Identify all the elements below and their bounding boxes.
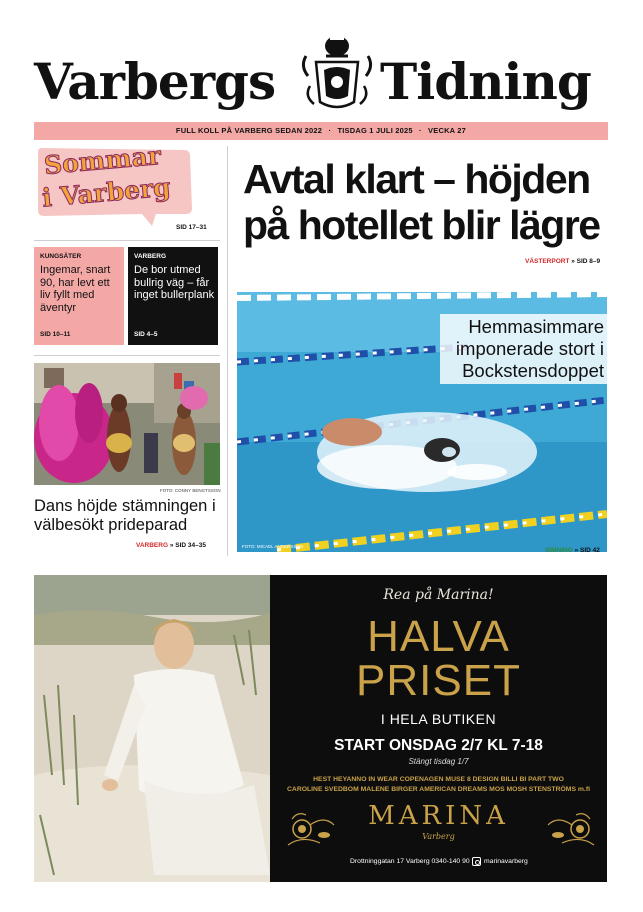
ad-store-name: MARINA [368,801,509,831]
issue-week: VECKA 27 [428,126,467,135]
teaser-page-ref: SID 10–11 [40,331,71,338]
summer-line2: i Varberg [40,172,172,213]
masthead-title-left: Varbergs [34,52,276,111]
column-divider [227,146,228,556]
teaser-body: De bor utmed bullrig väg – får inget bullerplank [134,264,215,301]
ad-brands: HEST HEYANNO IN WEAR COPENAGEN MUSE 8 DESIGN BILLI BI PART TWO [313,776,564,783]
divider [34,240,220,241]
pride-photo[interactable] [34,363,220,485]
summer-page-ref: SID 17–31 [176,224,207,231]
main-headline[interactable]: Avtal klart – höjden på hotellet blir lägre [243,156,600,248]
ad-halva: HALVA [367,612,510,661]
date-bar: FULL KOLL PÅ VARBERG SEDAN 2022 · TISDAG 1 JULI 2025 · VECKA 27 [34,122,608,140]
swim-page-ref: SIMNING » SID 42 [545,547,600,554]
ad-brands: CAROLINE SVEDBOM MALENE BIRGER AMERICAN DREAMS MOS MOSH STENSTRÖMS m.fl [287,786,590,793]
ad-priset: PRISET [356,656,521,705]
summer-line1: Sommar [42,140,163,181]
main-page-ref: VÄSTERPORT » SID 8–9 [525,258,601,265]
teaser-varberg[interactable] [128,247,218,345]
ad-closed-note: Stängt tisdag 1/7 [408,757,469,766]
teaser-kungsater[interactable] [34,247,124,345]
divider [34,355,220,356]
ad-instagram[interactable]: marinavarberg [484,858,528,865]
ad-rea: Rea på Marina! [383,587,494,603]
teaser-body: Ingemar, snart 90, har levt ett liv fyllt med äventyr [40,264,111,314]
ad-store-city: Varberg [422,832,455,841]
ad-hela: I HELA BUTIKEN [380,711,497,727]
summer-badge[interactable] [34,140,220,228]
pride-headline[interactable]: Dans höjde stämningen i välbesökt prideparad [34,497,216,534]
ad-start: START ONSDAG 2/7 KL 7-18 [334,737,543,754]
crest-logo-icon [296,26,378,114]
tagline: FULL KOLL PÅ VARBERG SEDAN 2022 [175,126,323,135]
marina-advertisement[interactable] [34,575,607,882]
teaser-page-ref: SID 4–5 [134,331,158,338]
ad-model-photo [34,575,270,882]
pride-page-ref: VARBERG » SID 34–35 [136,542,206,549]
photo-credit: FOTO: MICAEL ANDERSSON [242,544,304,549]
ad-address: Drottninggatan 17 Varberg 0340-140 90 [350,858,470,865]
teaser-kicker: VARBERG [134,253,167,260]
masthead-title-right: Tidning [380,52,591,111]
photo-credit: FOTO: CONNY BENGTSSON [160,488,221,493]
issue-date: TISDAG 1 JULI 2025 [337,126,413,135]
instagram-icon [472,857,481,866]
teaser-kicker: KUNGSÄTER [40,253,82,260]
swim-headline[interactable]: Hemmasimmare imponerade stort i Bockstensdoppet [440,314,608,384]
